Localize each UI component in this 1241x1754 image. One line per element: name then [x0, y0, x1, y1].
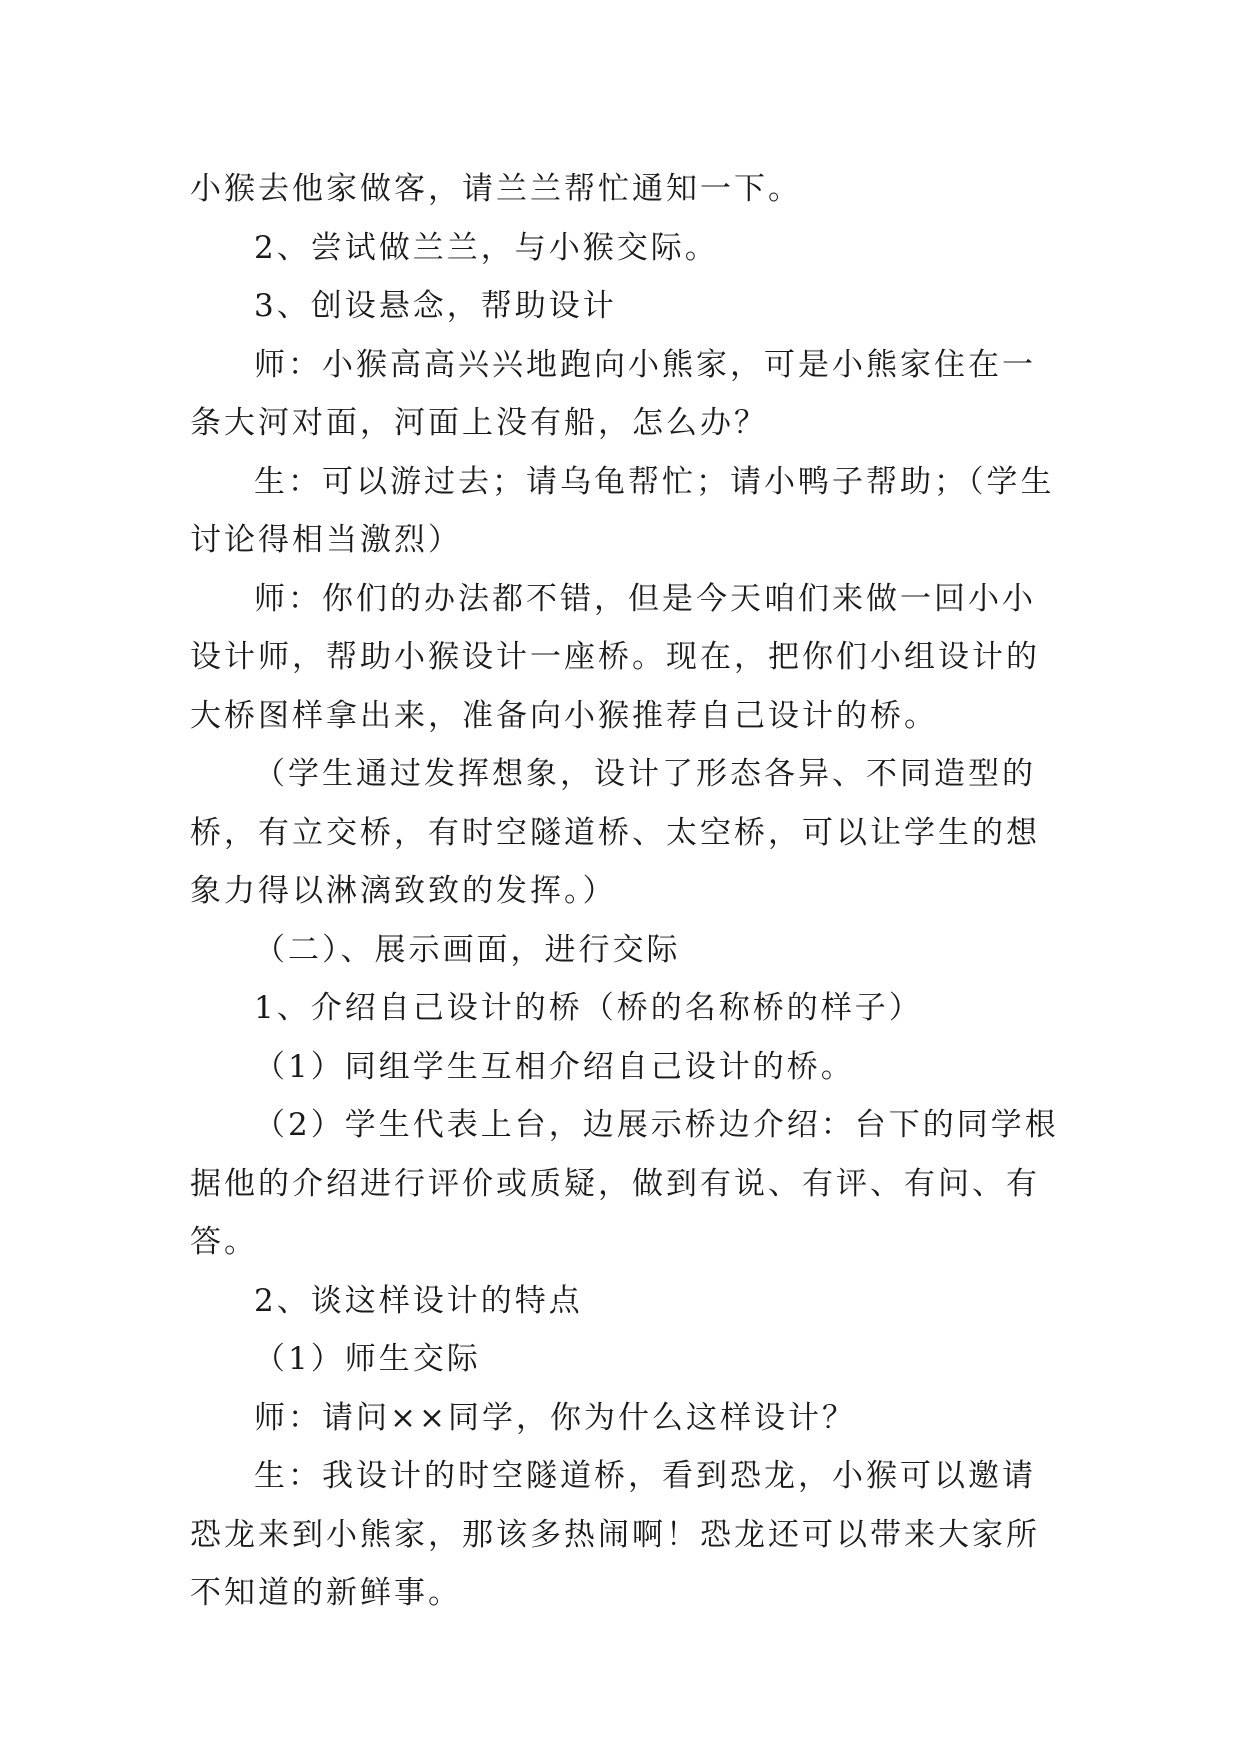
paragraph: （1）师生交际 — [254, 1341, 481, 1377]
paragraph: （2）学生代表上台，边展示桥边介绍：台下的同学根据他的介绍进行评价或质疑，做到有说、有评、有问、有答。 — [190, 1107, 1059, 1260]
paragraph: 3、创设悬念，帮助设计 — [254, 288, 617, 324]
paragraph: （1）同组学生互相介绍自己设计的桥。 — [254, 1048, 855, 1085]
paragraph: 师：请问××同学，你为什么这样设计？ — [254, 1399, 856, 1436]
paragraph: 生：可以游过去；请乌龟帮忙；请小鸭子帮助；（学生讨论得相当激烈） — [190, 463, 1055, 558]
paragraph: 师：小猴高高兴兴地跑向小熊家，可是小熊家住在一条大河对面，河面上没有船，怎么办？ — [190, 346, 1036, 441]
paragraph: （二）、展示画面，进行交际 — [254, 931, 681, 968]
document-body — [190, 160, 1060, 1623]
paragraph: 2、谈这样设计的特点 — [254, 1282, 583, 1319]
paragraph: 生：我设计的时空隧道桥，看到恐龙，小猴可以邀请恐龙来到小熊家，那该多热闹啊！恐龙还可以带来大家所不知道的新鲜事。 — [190, 1458, 1040, 1611]
paragraph: （学生通过发挥想象，设计了形态各异、不同造型的桥，有立交桥，有时空隧道桥、太空桥，可以让学生的想象力得以淋漓致致的发挥。） — [190, 756, 1040, 909]
paragraph: 小猴去他家做客，请兰兰帮忙通知一下。 — [190, 171, 802, 207]
paragraph: 师：你们的办法都不错，但是今天咱们来做一回小小设计师，帮助小猴设计一座桥。现在，把你们小组设计的大桥图样拿出来，准备向小猴推荐自己设计的桥。 — [190, 580, 1040, 734]
paragraph: 2、尝试做兰兰，与小猴交际。 — [254, 229, 719, 266]
paragraph: 1、介绍自己设计的桥（桥的名称桥的样子） — [254, 990, 923, 1026]
